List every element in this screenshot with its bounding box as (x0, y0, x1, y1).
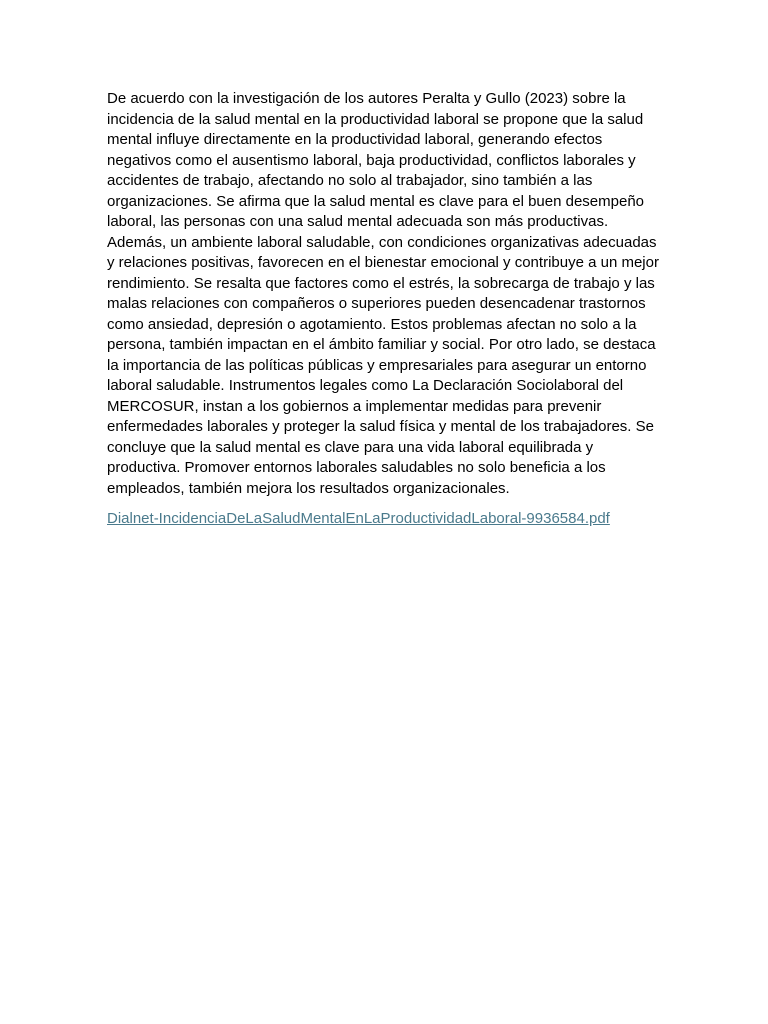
document-content (107, 89, 667, 530)
pdf-link[interactable]: Dialnet-IncidenciaDeLaSaludMentalEnLaProductividadLaboral-9936584.pdf (107, 510, 610, 527)
summary-paragraph: De acuerdo con la investigación de los autores Peralta y Gullo (2023) sobre la incidencia de la salud mental en la productividad laboral se propone que la salud mental influye directamente en la productividad laboral, generando efectos negativos como el ausentismo laboral, baja productividad, conflictos laborales y accidentes de trabajo, afectando no solo al trabajador, sino también a las organizaciones. Se afirma que la salud mental es clave para el buen desempeño laboral, las personas con una salud mental adecuada son más productivas. Además, un ambiente laboral saludable, con condiciones organizativas adecuadas y relaciones positivas, favorecen en el bienestar emocional y contribuye a un mejor rendimiento. Se resalta que factores como el estrés, la sobrecarga de trabajo y las malas relaciones con compañeros o superiores pueden desencadenar trastornos como ansiedad, depresión o agotamiento. Estos problemas afectan no solo a la persona, también impactan en el ámbito familiar y social. Por otro lado, se destaca la importancia de las políticas públicas y empresariales para asegurar un entorno laboral saludable. Instrumentos legales como La Declaración Sociolaboral del MERCOSUR, instan a los gobiernos a implementar medidas para prevenir enfermedades laborales y proteger la salud física y mental de los trabajadores. Se concluye que la salud mental es clave para una vida laboral equilibrada y productiva. Promover entornos laborales saludables no solo beneficia a los empleados, también mejora los resultados organizacionales. (107, 90, 659, 497)
